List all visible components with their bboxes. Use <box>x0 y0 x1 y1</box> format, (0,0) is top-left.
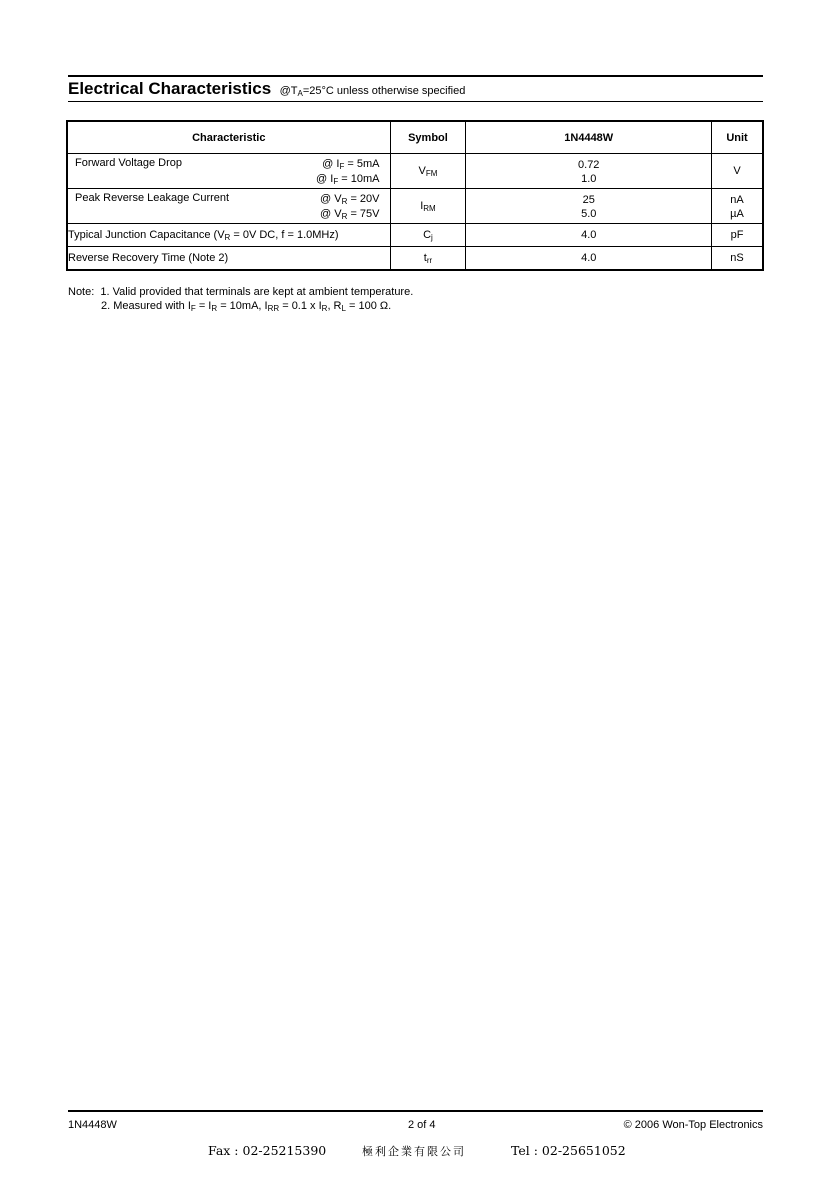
test-condition: @TA=25°C unless otherwise specified <box>279 85 466 98</box>
electrical-characteristics-table <box>66 120 764 271</box>
footer-copyright: © 2006 Won-Top Electronics <box>623 1119 763 1131</box>
unit-cell: nA µA <box>712 189 763 224</box>
tel-number: Tel : 02-25651052 <box>511 1143 626 1158</box>
table-row <box>67 189 763 224</box>
title-underline <box>68 101 763 102</box>
section-title: Electrical Characteristics <box>68 79 272 98</box>
section-header <box>68 79 763 99</box>
unit-cell: V <box>712 154 763 189</box>
characteristic-label: Forward Voltage Drop <box>75 157 182 169</box>
header-characteristic: Characteristic <box>67 121 390 154</box>
characteristic-label: Typical Junction Capacitance (VR = 0V DC, f = 1.0MHz) <box>67 224 390 247</box>
unit-cell: pF <box>712 224 763 247</box>
value-cell: 4.0 <box>466 224 712 247</box>
fax-number: Fax : 02-25215390 <box>208 1143 327 1158</box>
footer-page-number: 2 of 4 <box>408 1119 436 1131</box>
table-row <box>67 154 763 189</box>
header-unit: Unit <box>712 121 763 154</box>
header-symbol: Symbol <box>390 121 466 154</box>
symbol-cell: IRM <box>390 189 466 224</box>
value-cell: 0.72 1.0 <box>466 154 712 189</box>
symbol-cell: Cj <box>390 224 466 247</box>
note-2: 2. Measured with IF = IR = 10mA, IRR = 0.1 x IR, RL = 100 Ω. <box>101 300 392 313</box>
value-cell: 25 5.0 <box>466 189 712 224</box>
test-conditions: @ VR = 20V @ VR = 75V <box>320 193 380 221</box>
header-part-number: 1N4448W <box>466 121 712 154</box>
symbol-cell: trr <box>390 247 466 270</box>
top-rule <box>68 75 763 77</box>
company-name: 極利企業有限公司 <box>362 1145 466 1158</box>
table-row <box>67 247 763 270</box>
characteristic-label: Reverse Recovery Time (Note 2) <box>67 247 390 270</box>
footer-rule <box>68 1110 763 1112</box>
note-1: Note: 1. Valid provided that terminals are kept at ambient temperature. <box>68 286 414 298</box>
unit-cell: nS <box>712 247 763 270</box>
footer-part-number: 1N4448W <box>68 1119 117 1131</box>
test-conditions: @ IF = 5mA @ IF = 10mA <box>316 158 380 186</box>
notes <box>68 285 413 314</box>
characteristic-label: Peak Reverse Leakage Current <box>75 192 230 204</box>
table-header-row <box>67 121 763 154</box>
value-cell: 4.0 <box>466 247 712 270</box>
symbol-cell: VFM <box>390 154 466 189</box>
table-row <box>67 224 763 247</box>
